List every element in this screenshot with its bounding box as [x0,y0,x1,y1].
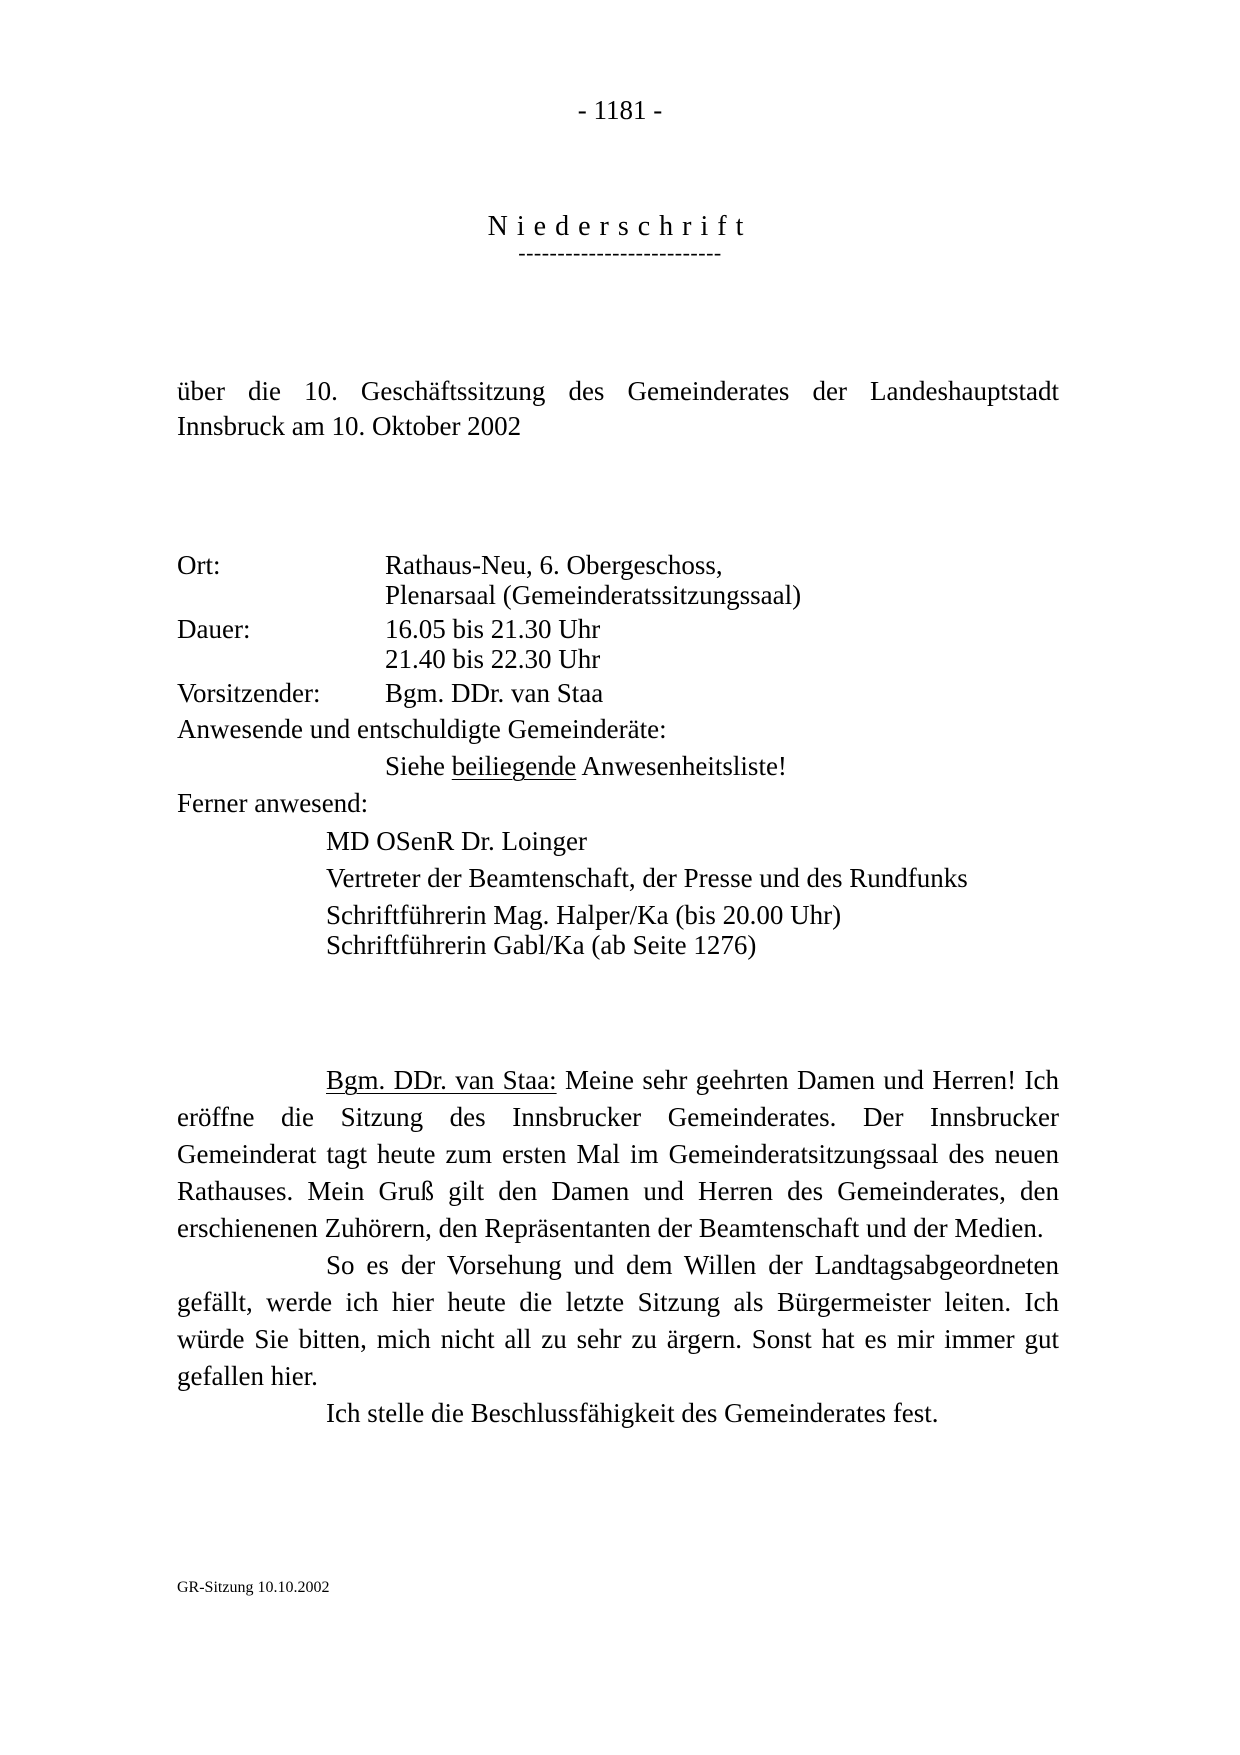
meta-value-dauer-line1: 16.05 bis 21.30 Uhr [385,614,601,644]
speech-paragraph-1 [177,1062,1059,1247]
meta-label-vorsitzender: Vorsitzender: [177,678,321,708]
ferner-item: Vertreter der Beamtenschaft, der Presse und des Rundfunks [326,863,968,893]
speaker-name: Bgm. DDr. van Staa: [326,1065,557,1095]
speech-paragraph-1-text: Meine sehr geehrten Damen und Herren! Ich eröffne die Sitzung des Innsbrucker Gemeinderates. Der Innsbrucker Gemeinderat tagt heute zum ersten Mal im Gemeinderatsitzungssaal des neuen Rathauses. Mein Gruß gilt den Damen und Herren des Gemeinderates, den erschienenen Zuhörern, den Repräsentanten der Beamtenschaft und der Medien. [177,1065,1059,1243]
speech-paragraph-3: Ich stelle die Beschlussfähigkeit des Gemeinderates fest. [326,1398,939,1428]
anwesende-underlined: beiliegende [451,751,577,781]
meta-label-anwesende: Anwesende und entschuldigte Gemeinderäte: [177,714,667,744]
meta-value-ort-line1: Rathaus-Neu, 6. Obergeschoss, [385,550,723,580]
meta-label-ort: Ort: [177,550,221,580]
ferner-item: Schriftführerin Mag. Halper/Ka (bis 20.00 Uhr) [326,900,842,930]
document-title: Niederschrift [487,211,753,242]
meta-value-vorsitzender: Bgm. DDr. van Staa [385,678,604,708]
speech-body [177,1062,1059,1432]
anwesende-pre: Siehe [385,751,452,781]
meta-value-ort-line2: Plenarsaal (Gemeinderatssitzungssaal) [385,580,802,610]
anwesende-post: Anwesenheitsliste! [576,751,787,781]
page-number: - 1181 - [577,95,663,125]
meta-label-dauer: Dauer: [177,614,251,644]
meta-value-dauer-line2: 21.40 bis 22.30 Uhr [385,644,601,674]
meta-label-ferner: Ferner anwesend: [177,788,369,818]
session-intro: über die 10. Geschäftssitzung des Gemeinderates der Landeshauptstadt Innsbruck am 10. Oktober 2002 [177,376,1059,441]
meta-value-anwesende [385,751,787,781]
title-underline-rule: -------------------------- [518,240,722,265]
ferner-item: Schriftführerin Gabl/Ka (ab Seite 1276) [326,930,757,960]
page-footer: GR-Sitzung 10.10.2002 [177,1579,330,1596]
speech-paragraph-2: So es der Vorsehung und dem Willen der Landtagsabgeordneten gefällt, werde ich hier heute die letzte Sitzung als Bürgermeister leiten. Ich würde Sie bitten, mich nicht all zu sehr zu ärgern. Sonst hat es mir immer gut gefallen hier. [177,1250,1059,1391]
ferner-item: MD OSenR Dr. Loinger [326,826,587,856]
